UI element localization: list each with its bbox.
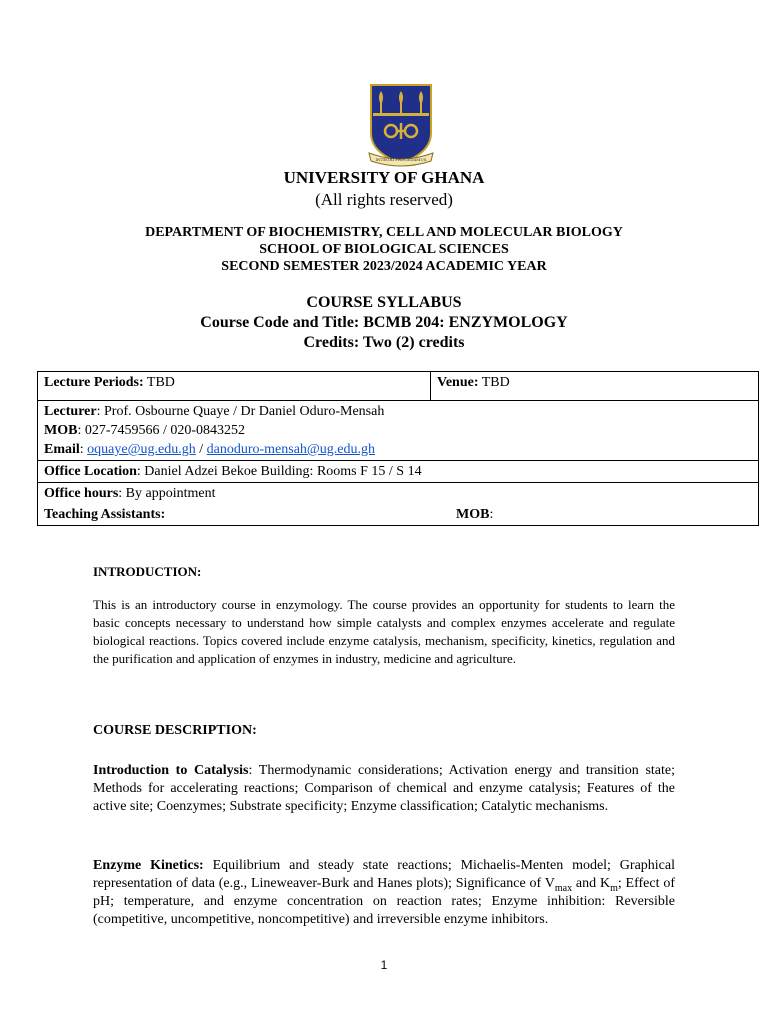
lecture-periods-value: TBD (143, 375, 175, 390)
catalysis-paragraph (93, 762, 675, 816)
email-link-oduro-mensah[interactable]: danoduro-mensah@ug.edu.gh (206, 442, 376, 457)
kinetics-paragraph (93, 857, 675, 929)
university-crest-logo (367, 83, 435, 167)
kinetics-text-1: Equilibrium and steady state reactions; Michaelis-Menten model; Graphical representation of data (e.g., Lineweaver-Burk and Hanes plots); Significance of V (93, 858, 675, 891)
school-name: SCHOOL OF BIOLOGICAL SCIENCES (259, 242, 509, 257)
mob-value: : 027-7459566 / 020-0843252 (77, 423, 246, 438)
rights-notice: (All rights reserved) (315, 190, 453, 209)
table-row (38, 483, 759, 505)
office-location-label: Office Location (44, 464, 137, 479)
mob-label: MOB (44, 423, 78, 438)
office-hours-label: Office hours (44, 486, 119, 501)
department-name: DEPARTMENT OF BIOCHEMISTRY, CELL AND MOLECULAR BIOLOGY (145, 225, 623, 240)
course-block (0, 293, 768, 353)
lecturer-cell (38, 401, 759, 461)
email-label: Email (44, 442, 80, 457)
office-hours-cell (38, 483, 759, 505)
office-hours-value: : By appointment (118, 486, 216, 501)
introduction-heading-text: INTRODUCTION: (93, 564, 202, 579)
km-subscript: m (610, 882, 618, 894)
lecture-periods-cell (38, 372, 431, 401)
credits-line: Credits: Two (2) credits (303, 334, 465, 351)
email-link-quaye[interactable]: oquaye@ug.edu.gh (87, 442, 196, 457)
ta-mob-value: : (489, 507, 494, 522)
email-separator: : (79, 442, 88, 457)
kinetics-text-2: and K (572, 876, 611, 891)
lecture-periods-label: Lecture Periods: (44, 375, 144, 390)
course-description-heading (93, 722, 675, 740)
department-block (0, 224, 768, 275)
vmax-subscript: max (554, 882, 573, 894)
introduction-heading (93, 563, 675, 581)
syllabus-title: COURSE SYLLABUS (306, 294, 462, 311)
table-row (38, 461, 759, 483)
kinetics-label: Enzyme Kinetics: (93, 858, 204, 873)
office-location-cell (38, 461, 759, 483)
ta-mob-label: MOB (456, 507, 490, 522)
lecturer-label: Lecturer (44, 404, 97, 419)
table-row (38, 504, 759, 526)
email-separator: / (195, 442, 207, 457)
venue-cell (431, 372, 759, 401)
lecturer-value: : Prof. Osbourne Quaye / Dr Daniel Oduro-Mensah (96, 404, 385, 419)
semester-line: SECOND SEMESTER 2023/2024 ACADEMIC YEAR (221, 259, 547, 274)
table-row (38, 372, 759, 401)
kinetics-text-3: ; Effect of pH; temperature, and enzyme concentration on reaction rates; Enzyme inhibition: Reversible (competitive, uncompetitive, noncompetitive) and irreversible enzyme inhibitors. (93, 876, 675, 927)
course-description-heading-text: COURSE DESCRIPTION: (93, 723, 257, 738)
introduction-paragraph: This is an introductory course in enzymology. The course provides an opportunity for students to learn the basic concepts necessary to understand how simple catalysts and complex enzymes accelerate and regulate biological reactions. Topics covered include enzyme catalysis, mechanism, specificity, kinetics, regulation and the purification and application of enzymes in industry, medicine and agriculture. (93, 597, 675, 666)
catalysis-text: : Thermodynamic considerations; Activation energy and transition state; Methods for accelerating reactions; Comparison of chemical and enzyme catalysis; Features of the active site; Coenzymes; Substrate specificity; Enzyme classification; Catalytic mechanisms. (93, 763, 675, 814)
office-location-value: : Daniel Adzei Bekoe Building: Rooms F 15 / S 14 (136, 464, 422, 479)
table-row (38, 401, 759, 461)
course-title: Course Code and Title: BCMB 204: ENZYMOLOGY (200, 314, 568, 331)
teaching-assistants-label: Teaching Assistants: (44, 507, 166, 522)
course-info-table (37, 371, 759, 526)
venue-value: TBD (478, 375, 510, 390)
teaching-assistants-cell (38, 504, 759, 526)
catalysis-label: Introduction to Catalysis (93, 763, 249, 778)
crest-motto: INTEGRI PROCEDAMUS (375, 157, 427, 162)
venue-label: Venue: (437, 375, 479, 390)
university-name: UNIVERSITY OF GHANA (283, 168, 485, 187)
page-number: 1 (380, 958, 388, 972)
